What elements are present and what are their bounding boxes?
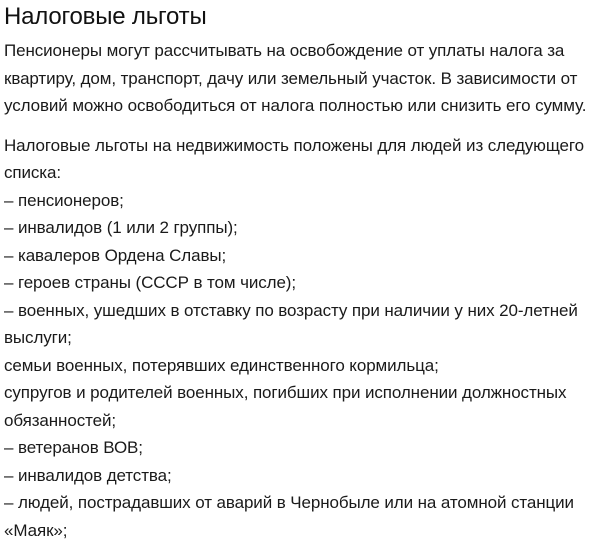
list-item: – людей, пострадавших от аварий в Чернобыле или на атомной станции «Маяк»; <box>4 493 574 540</box>
list-item: – героев страны (СССР в том числе); <box>4 273 296 292</box>
list-item: – ветеранов ВОВ; <box>4 438 143 457</box>
list-item: семьи военных, потерявших единственного кормильца; <box>4 355 439 375</box>
list-item: – военных, ушедших в отставку по возрасту при наличии у них 20-летней выслуги; <box>4 300 578 347</box>
list-intro-text: Налоговые льготы на недвижимость положены для людей из следующего списка: <box>4 135 584 182</box>
list-intro-paragraph <box>4 132 594 187</box>
beneficiaries-list <box>4 187 594 545</box>
list-item: супругов и родителей военных, погибших при исполнении должностных обязанностей; <box>4 383 567 430</box>
section-title: Налоговые льготы <box>4 3 207 30</box>
list-item: – пенсионеров; <box>4 190 124 210</box>
list-item: – инвалидов детства; <box>4 465 172 485</box>
list-item: – инвалидов (1 или 2 группы); <box>4 218 238 237</box>
intro-paragraph: Пенсионеры могут рассчитывать на освобождение от уплаты налога за квартиру, дом, транспорт, дачу или земельный участок. В зависимости от условий можно освободиться от налога полностью или снизить его сумму. <box>4 41 587 115</box>
list-item: – кавалеров Ордена Славы; <box>4 245 227 265</box>
